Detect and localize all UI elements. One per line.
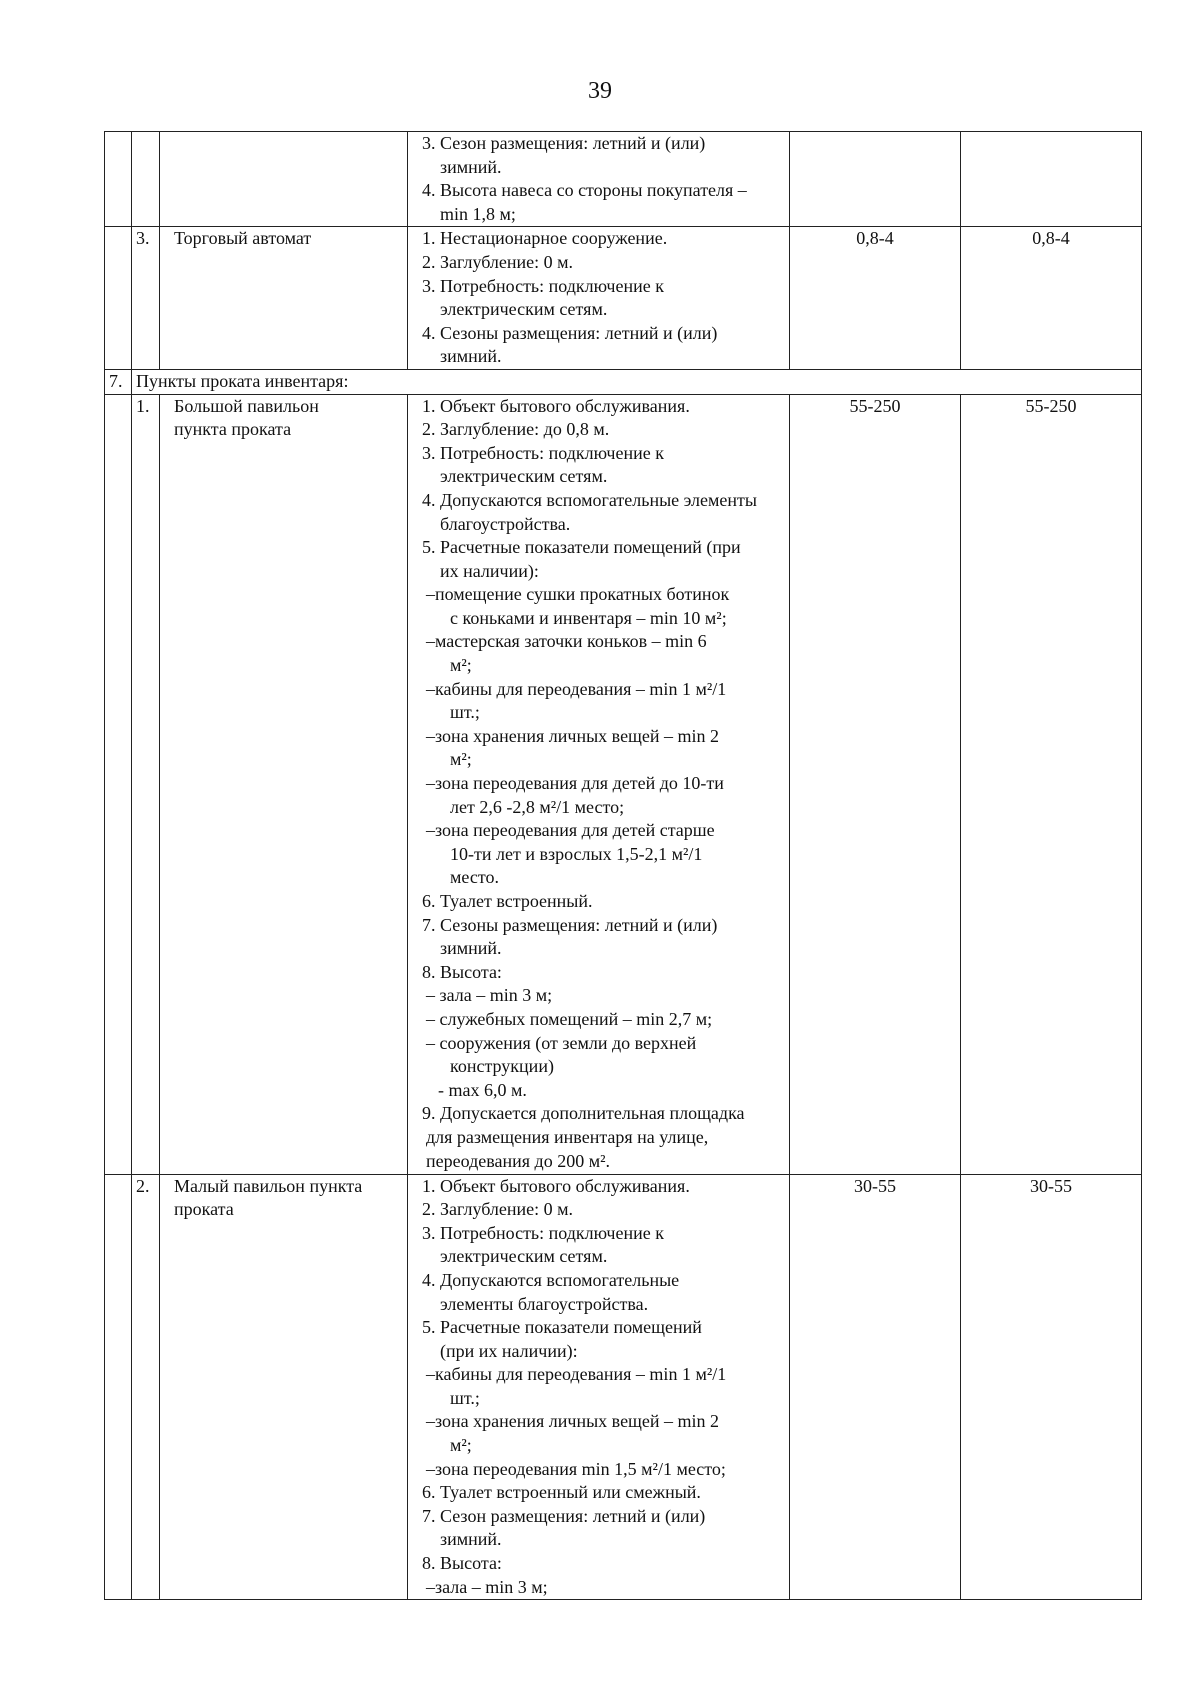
requirement-line: – служебных помещений – min 2,7 м; [426, 1008, 713, 1029]
requirement-line: –зона переодевания для детей до 10-ти [426, 773, 724, 794]
item-name-line: Малый павильон пункта [174, 1175, 363, 1196]
item-number: 1. [132, 394, 160, 1174]
requirement-line: электрическим сетям. [440, 299, 608, 320]
item-name [160, 394, 408, 1174]
requirement-line: (при их наличии): [440, 1340, 578, 1361]
requirement-line: 4. Сезоны размещения: летний и (или) [422, 322, 718, 343]
requirements-table [104, 131, 1142, 1600]
requirement-line: 3. Сезон размещения: летний и (или) [422, 133, 706, 153]
requirement-line: min 1,8 м; [440, 203, 516, 224]
cell-empty [790, 132, 961, 227]
item-number: 3. [132, 227, 160, 370]
section-title: Пункты проката инвентаря: [132, 369, 1142, 394]
item-name-line: Большой павильон [174, 395, 319, 416]
requirement-line: 7. Сезоны размещения: летний и (или) [422, 914, 718, 935]
item-name-line: пункта проката [174, 419, 292, 440]
requirement-line: переодевания до 200 м². [426, 1150, 610, 1171]
requirement-line: 8. Высота: [422, 961, 502, 982]
requirement-line: 4. Допускаются вспомогательные элементы [422, 489, 758, 510]
requirement-line: 8. Высота: [422, 1553, 502, 1574]
cell-empty [105, 227, 132, 370]
requirement-line: 3. Потребность: подключение к [422, 442, 664, 463]
requirement-line: 9. Допускается дополнительная площадка [422, 1103, 745, 1124]
requirement-line: 10-ти лет и взрослых 1,5-2,1 м²/1 [450, 843, 703, 864]
requirement-line: место. [450, 867, 499, 888]
table-row-vending [105, 227, 1142, 370]
item-name-line: Торговый автомат [174, 228, 312, 249]
value-cell-2: 55-250 [961, 394, 1142, 1174]
requirement-line: м²; [450, 749, 472, 770]
requirement-line: –зона хранения личных вещей – min 2 [426, 1411, 720, 1432]
requirement-line: 6. Туалет встроенный. [422, 891, 593, 911]
requirement-line: 6. Туалет встроенный или смежный. [422, 1482, 701, 1503]
cell-empty [105, 1174, 132, 1600]
requirement-line: –зона переодевания для детей старше [426, 820, 715, 841]
requirement-line: их наличии): [440, 560, 539, 581]
requirement-line: зимний. [440, 1529, 502, 1550]
requirements-cell [408, 132, 790, 227]
requirement-line: 3. Потребность: подключение к [422, 275, 664, 296]
requirement-line: –кабины для переодевания – min 1 м²/1 [426, 1364, 727, 1385]
requirement-line: электрическим сетям. [440, 1246, 608, 1267]
item-number: 2. [132, 1174, 160, 1600]
cell-empty [105, 394, 132, 1174]
requirement-line: 2. Заглубление: до 0,8 м. [422, 419, 610, 440]
requirement-line: для размещения инвентаря на улице, [426, 1126, 709, 1147]
requirement-line: 4. Высота навеса со стороны покупателя – [422, 180, 747, 201]
requirement-line: шт.; [450, 1387, 480, 1408]
requirement-line: –зона хранения личных вещей – min 2 [426, 725, 720, 746]
table-row-small-pavilion [105, 1174, 1142, 1600]
requirement-line: м²; [450, 655, 472, 676]
requirement-line: 4. Допускаются вспомогательные [422, 1269, 680, 1290]
cell-empty [160, 132, 408, 227]
requirement-line: 1. Объект бытового обслуживания. [422, 1175, 690, 1196]
requirement-line: –зала – min 3 м; [426, 1576, 548, 1597]
requirement-line: –мастерская заточки коньков – min 6 [426, 631, 707, 652]
requirements-cell [408, 227, 790, 370]
cell-empty [132, 132, 160, 227]
requirement-line: конструкции) [450, 1056, 554, 1077]
cell-empty [105, 132, 132, 227]
page-number: 39 [588, 78, 612, 104]
requirement-line: с коньками и инвентаря – min 10 м²; [450, 607, 727, 628]
table-row-section [105, 369, 1142, 394]
requirement-line: электрическим сетям. [440, 466, 608, 487]
section-number: 7. [105, 369, 132, 394]
requirements-cell [408, 394, 790, 1174]
value-cell-1: 0,8-4 [790, 227, 961, 370]
requirement-line: зимний. [440, 346, 502, 367]
item-name [160, 227, 408, 370]
requirement-line: –зона переодевания min 1,5 м²/1 место; [426, 1458, 726, 1479]
requirement-line: благоустройства. [440, 513, 571, 534]
item-name-line: проката [174, 1199, 234, 1220]
requirement-line: 7. Сезон размещения: летний и (или) [422, 1505, 706, 1526]
item-name [160, 1174, 408, 1600]
requirement-line: –помещение сушки прокатных ботинок [426, 584, 730, 605]
requirement-line: – зала – min 3 м; [426, 985, 553, 1006]
requirement-line: 3. Потребность: подключение к [422, 1222, 664, 1243]
table-row-continuation [105, 132, 1142, 227]
requirement-line: шт.; [450, 702, 480, 723]
requirement-line: 1. Объект бытового обслуживания. [422, 395, 690, 416]
value-cell-2: 30-55 [961, 1174, 1142, 1600]
requirement-line: зимний. [440, 938, 502, 959]
requirements-cell [408, 1174, 790, 1600]
value-cell-2: 0,8-4 [961, 227, 1142, 370]
requirement-line: 2. Заглубление: 0 м. [422, 251, 574, 272]
requirement-line: лет 2,6 -2,8 м²/1 место; [450, 796, 625, 817]
requirement-line: 2. Заглубление: 0 м. [422, 1199, 574, 1220]
requirement-line: – сооружения (от земли до верхней [426, 1032, 697, 1053]
value-cell-1: 30-55 [790, 1174, 961, 1600]
table-row-large-pavilion [105, 394, 1142, 1174]
requirement-line: зимний. [440, 156, 502, 177]
requirement-line: 1. Нестационарное сооружение. [422, 228, 668, 249]
requirement-line: м²; [450, 1435, 472, 1456]
requirement-line: –кабины для переодевания – min 1 м²/1 [426, 678, 727, 699]
value-cell-1: 55-250 [790, 394, 961, 1174]
requirement-line: 5. Расчетные показатели помещений [422, 1317, 702, 1338]
requirement-line: - max 6,0 м. [438, 1079, 527, 1100]
cell-empty [961, 132, 1142, 227]
requirement-line: 5. Расчетные показатели помещений (при [422, 537, 741, 558]
requirement-line: элементы благоустройства. [440, 1293, 649, 1314]
